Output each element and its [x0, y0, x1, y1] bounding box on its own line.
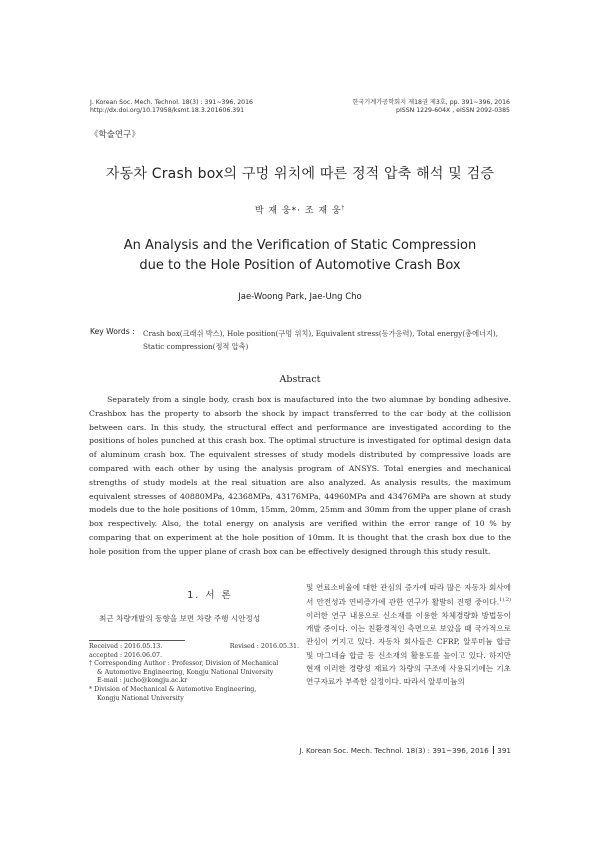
revised-date: Revised : 2016.05.31. — [229, 643, 299, 650]
intro-text-right — [306, 581, 511, 688]
authors-korean-names: 박 재 웅*· 조 재 웅 — [254, 206, 342, 216]
running-header-right — [330, 99, 510, 115]
intro-text-right-b: 이러한 연구 내용으로 신소재를 이용한 차체경량화 방법등이 개발 중이다. 이는 친환경적인 측면으로 보았을 때 국가적으로 관심이 커지고 있다. 자동차 회사들은 CFRP, 알루미늄 합금 및 마그네슘 합금 등 신소재의 활용도를 높이고 있다. 하지만 현재 이러한 경량성 재료가 차량의 구조에 사용되기에는 기초연구자료가 부족한 실정이다. 따라서 알루미늄의 — [306, 610, 511, 686]
page-footer — [280, 746, 511, 755]
authors-korean — [60, 203, 540, 216]
corresponding-author-line2: & Automotive Engineering, Kongju National University — [97, 668, 274, 676]
reference-mark: 1),2) — [499, 597, 511, 604]
abstract-body: Separately from a single body, crash box is maufactured into the two alumnae by bonding adhesive. Crashbox has the property to absorb the shock by impact transferred to the car body at the collision between cars. In this study, the structural effect and performance are investigated according to the positions of holes punched at this crash box. The optimal structure is investigated for optimal design data of aluminum crash box. The equivalent stresses of study models distributed by compressive loads are compared with each other by using the analysis program of ANSYS. Total energies and mechanical strengths of study models at the real situation are also analyzed. As analysis results, the maximum equivalent stresses of 40880MPa, 42368MPa, 43176MPa, 44960MPa and 43476MPa are shown at study models due to the hole positions of 10mm, 15mm, 20mm, 25mm and 30mm from the upper plane of crash box respectively. Also, the total energy on analysis are verified within the error range of 10 % by comparing that on experiment at the hole position of 10mm. It is thought that the crash box due to the hole position from the upper plane of crash box can be effectively designed through this study result. — [89, 395, 511, 556]
footer-separator — [493, 746, 495, 754]
doi-link[interactable]: http://dx.doi.org/10.17958/ksmt.18.3.201606.391 — [90, 107, 245, 115]
dates-row — [89, 643, 299, 652]
article-category: 《학술연구》 — [90, 130, 140, 140]
accepted-date: accepted : 2016.06.07. — [89, 651, 163, 659]
corresponding-mark: † — [341, 205, 346, 211]
journal-citation: J. Korean Soc. Mech. Technol. 18(3) : 391∼396, 2016 — [90, 99, 253, 106]
footer-citation: J. Korean Soc. Mech. Technol. 18(3) : 391∼396, 2016 — [299, 746, 489, 755]
title-english — [60, 236, 540, 276]
keywords-label: Key Words : — [90, 327, 135, 336]
affiliation-line1: * Division of Mechanical & Automotive Engineering, — [89, 685, 257, 693]
footnote-divider — [89, 640, 185, 641]
section-heading-introduction: 1. 서 론 — [187, 590, 233, 601]
affiliation-line2: Kongju National University — [97, 694, 184, 702]
corresponding-author-line1: † Corresponding Author : Professor, Division of Mechanical — [89, 660, 279, 668]
intro-text-right-a: 및 연료소비율에 대한 관심의 증가에 따라 많은 자동차 회사에서 안전성과 연비증가에 관한 연구가 활발히 진행 중이다. — [306, 583, 511, 607]
title-korean: 자동차 Crash box의 구멍 위치에 따른 정적 압축 해석 및 검증 — [105, 166, 495, 182]
title-english-line2: due to the Hole Position of Automotive Crash Box — [139, 258, 461, 273]
title-english-line1: An Analysis and the Verification of Static Compression — [123, 238, 477, 253]
intro-text-left: 최근 차량개발의 동향을 보면 차량 주행 시안정성 — [99, 614, 261, 623]
authors-english: Jae-Woong Park, Jae-Ung Cho — [238, 292, 362, 302]
abstract-heading: Abstract — [279, 374, 321, 385]
keywords-text: Crash box(크래쉬 박스), Hole position(구멍 위치), Equivalent stress(등가응력), Total energy(총에너지), Static compression(정적 압축) — [143, 329, 498, 351]
footnotes — [89, 643, 299, 703]
received-date: Received : 2016.05.13. — [89, 643, 163, 650]
corresponding-author-email: E-mail : jucho@kongju.ac.kr — [97, 677, 188, 685]
page-number: 391 — [497, 746, 511, 755]
journal-citation-ko: 한국기계가공학회지 제18권 제3호, pp. 391∼396, 2016 — [352, 99, 510, 106]
running-header-left — [90, 99, 350, 115]
issn: pISSN 1229-604X , eISSN 2092-0385 — [396, 107, 510, 115]
